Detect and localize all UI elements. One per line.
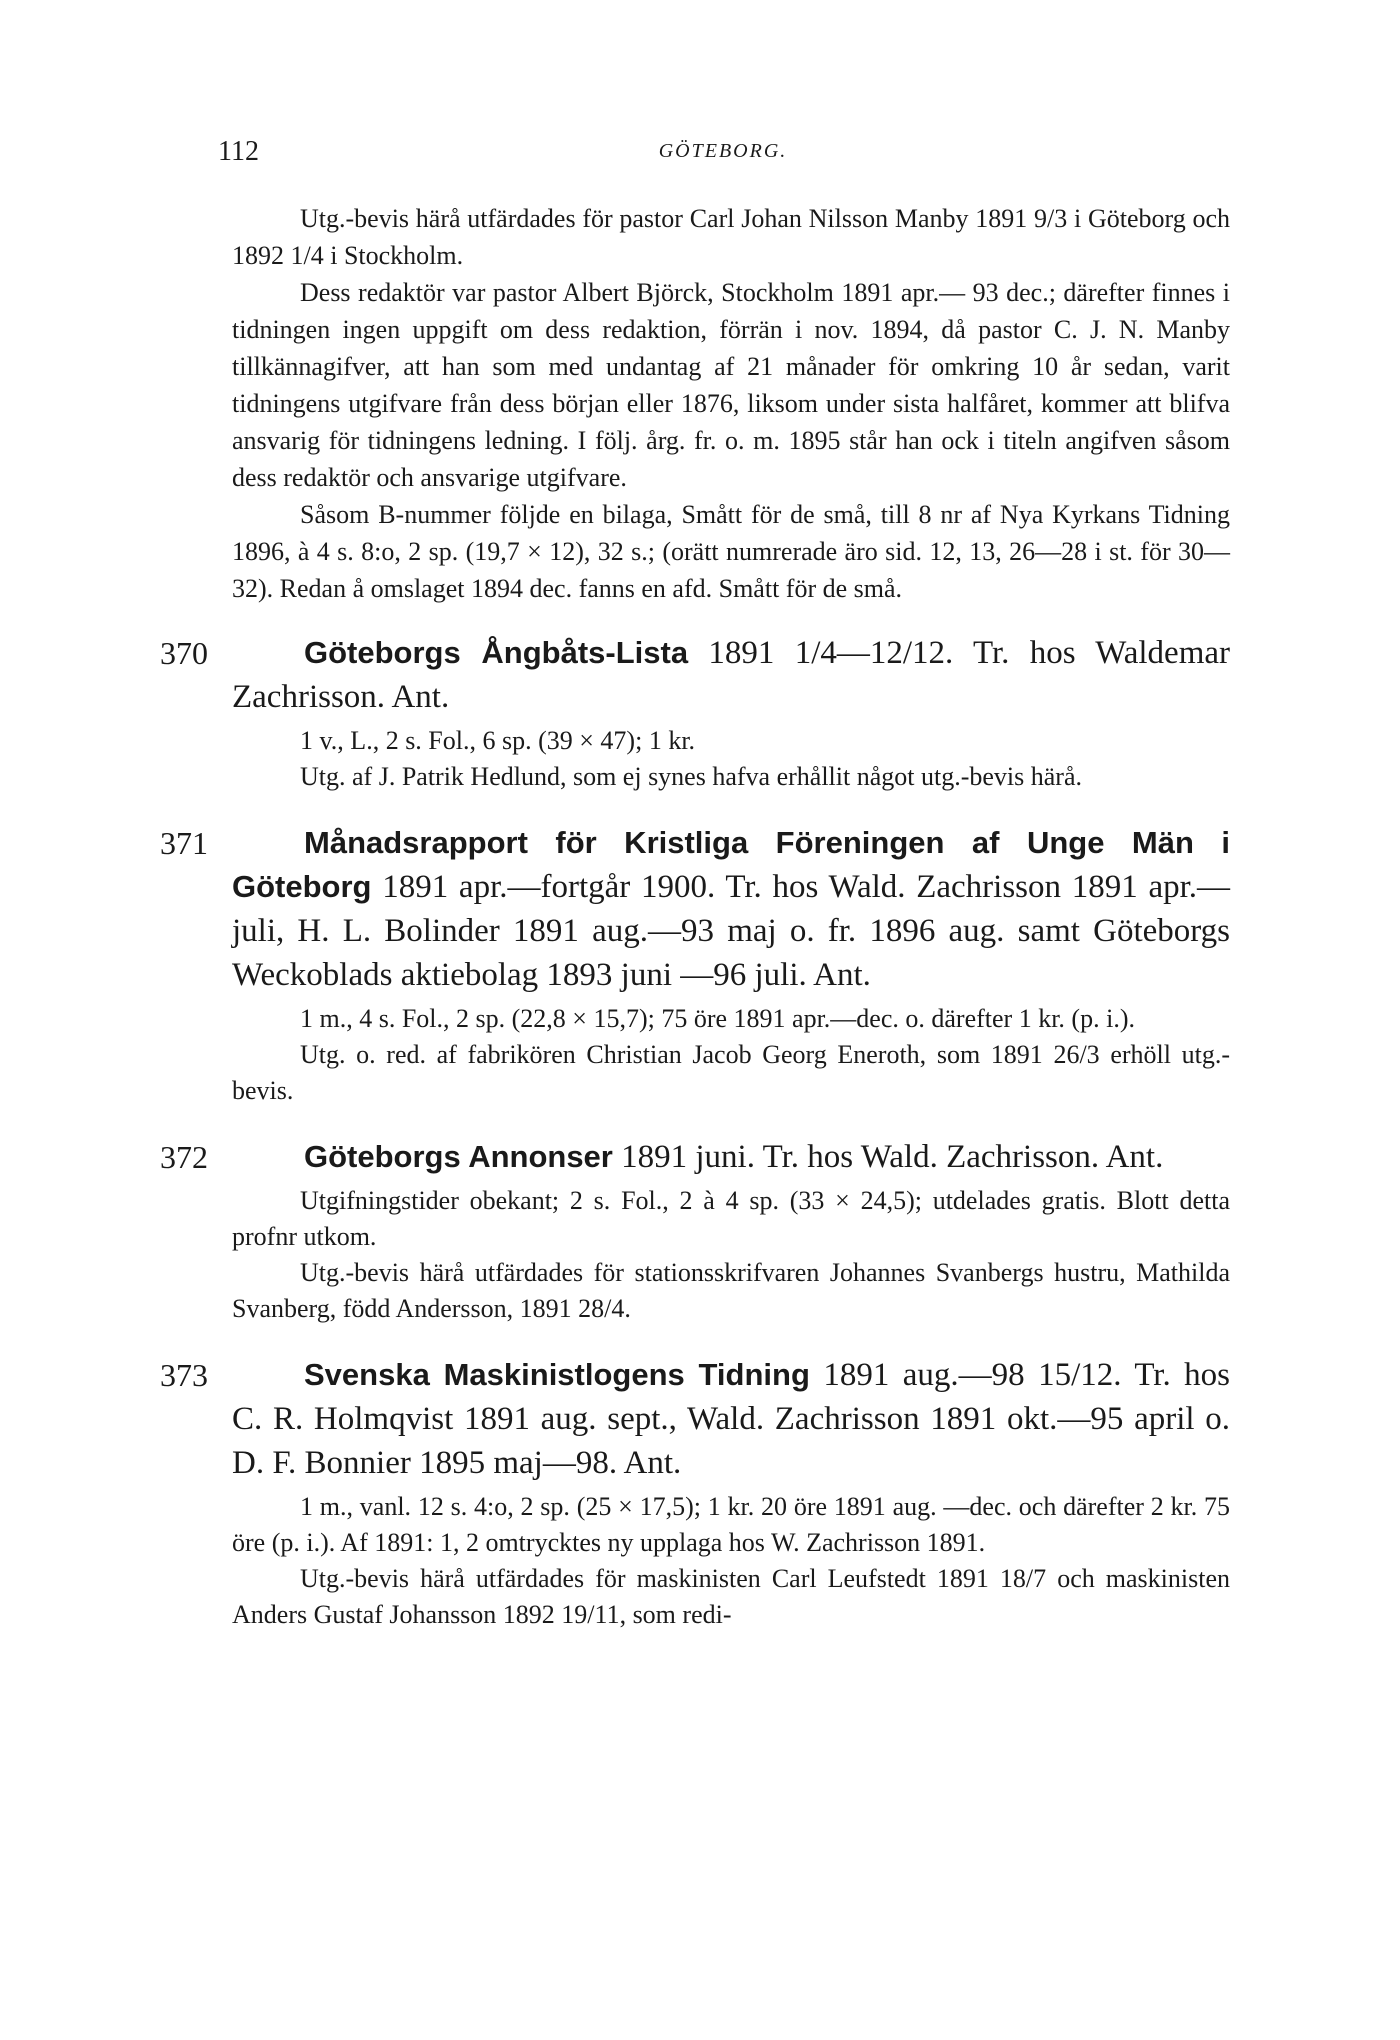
catalog-entry xyxy=(160,821,1231,1109)
entry-paragraph: Utg.-bevis härå utfärdades för stationsskrifvaren Johannes Svanbergs hustru, Mathilda Svanberg, född Andersson, 1891 28/4. xyxy=(232,1258,1230,1323)
entry-title: Svenska Maskinistlogens Tidning xyxy=(304,1357,810,1392)
running-head: GÖTEBORG. xyxy=(658,140,788,162)
entry-imprint: 1891 1/4—12/12. Tr. hos Waldemar Zachrisson. Ant. xyxy=(232,635,1231,715)
entry-imprint: 1891 apr.—fortgår 1900. Tr. hos Wald. Zachrisson 1891 apr.—juli, H. L. Bolinder 1891 aug.—93 maj o. fr. 1896 aug. samt Göteborgs Weckoblads aktiebolag 1893 juni —96 juli. Ant. xyxy=(232,869,1231,993)
entry-number: 370 xyxy=(160,635,208,671)
page-body xyxy=(160,200,1231,1633)
continuation-text xyxy=(232,200,1230,607)
entry-title: Månadsrapport för Kristliga Föreningen af Unge Män i Göteborg xyxy=(232,825,1230,904)
entry-heading xyxy=(232,1353,1230,1485)
entry-paragraph: Utg. af J. Patrik Hedlund, som ej synes hafva erhållit något utg.-bevis härå. xyxy=(300,762,1082,791)
entry-title: Göteborgs Annonser xyxy=(304,1139,613,1174)
entry-paragraph: Utg.-bevis härå utfärdades för maskinisten Carl Leufstedt 1891 18/7 och maskinisten Anders Gustaf Johansson 1892 19/11, som redi- xyxy=(232,1564,1230,1629)
catalog-entry xyxy=(160,1353,1230,1633)
entry-imprint: 1891 juni. Tr. hos Wald. Zachrisson. Ant. xyxy=(621,1139,1164,1175)
intro-paragraph: Utg.-bevis härå utfärdades för pastor Carl Johan Nilsson Manby 1891 9/3 i Göteborg och 1892 1/4 i Stockholm. xyxy=(232,204,1230,270)
entry-heading xyxy=(232,821,1230,997)
catalog-entry xyxy=(160,631,1231,795)
entry-number: 372 xyxy=(160,1139,208,1175)
entry-paragraph: Utgifningstider obekant; 2 s. Fol., 2 à 4 sp. (33 × 24,5); utdelades gratis. Blott detta profnr utkom. xyxy=(232,1186,1230,1251)
intro-paragraph: Såsom B-nummer följde en bilaga, Smått för de små, till 8 nr af Nya Kyrkans Tidning 1896, à 4 s. 8:o, 2 sp. (19,7 × 12), 32 s.; (orätt numrerade äro sid. 12, 13, 26—28 i st. för 30—32). Redan å omslaget 1894 dec. fanns en afd. Smått för de små. xyxy=(232,500,1230,603)
entry-imprint: 1891 aug.—98 15/12. Tr. hos C. R. Holmqvist 1891 aug. sept., Wald. Zachrisson 1891 okt.—95 april o. D. F. Bonnier 1895 maj—98. Ant. xyxy=(232,1357,1230,1481)
entry-number: 373 xyxy=(160,1357,208,1393)
entry-paragraph: 1 m., vanl. 12 s. 4:o, 2 sp. (25 × 17,5); 1 kr. 20 öre 1891 aug. —dec. och därefter 2 kr. 75 öre (p. i.). Af 1891: 1, 2 omtrycktes ny upplaga hos W. Zachrisson 1891. xyxy=(232,1492,1230,1557)
entry-title: Göteborgs Ångbåts-Lista xyxy=(304,635,689,670)
entry-heading xyxy=(232,631,1230,719)
entry-paragraph: Utg. o. red. af fabrikören Christian Jacob Georg Eneroth, som 1891 26/3 erhöll utg.-bevis. xyxy=(232,1040,1230,1105)
page-header xyxy=(218,136,1228,176)
entry-number: 371 xyxy=(160,825,208,861)
page-number: 112 xyxy=(218,136,259,167)
entry-heading xyxy=(232,1135,1230,1179)
entry-paragraph: 1 m., 4 s. Fol., 2 sp. (22,8 × 15,7); 75 öre 1891 apr.—dec. o. därefter 1 kr. (p. i.). xyxy=(300,1004,1135,1033)
entry-paragraph: 1 v., L., 2 s. Fol., 6 sp. (39 × 47); 1 kr. xyxy=(300,726,696,755)
intro-paragraph: Dess redaktör var pastor Albert Björck, Stockholm 1891 apr.— 93 dec.; därefter finnes i tidningen ingen uppgift om dess redaktion, förrän i nov. 1894, då pastor C. J. N. Manby tillkännagifver, att han som med undantag af 21 månader för omkring 10 år sedan, varit tidningens utgifvare från dess början eller 1876, liksom under sista halfåret, kommer att blifva ansvarig för tidningens ledning. I följ. årg. fr. o. m. 1895 står han ock i titeln angifven såsom dess redaktör och ansvarige utgifvare. xyxy=(232,278,1230,492)
catalog-entry xyxy=(160,1135,1230,1327)
